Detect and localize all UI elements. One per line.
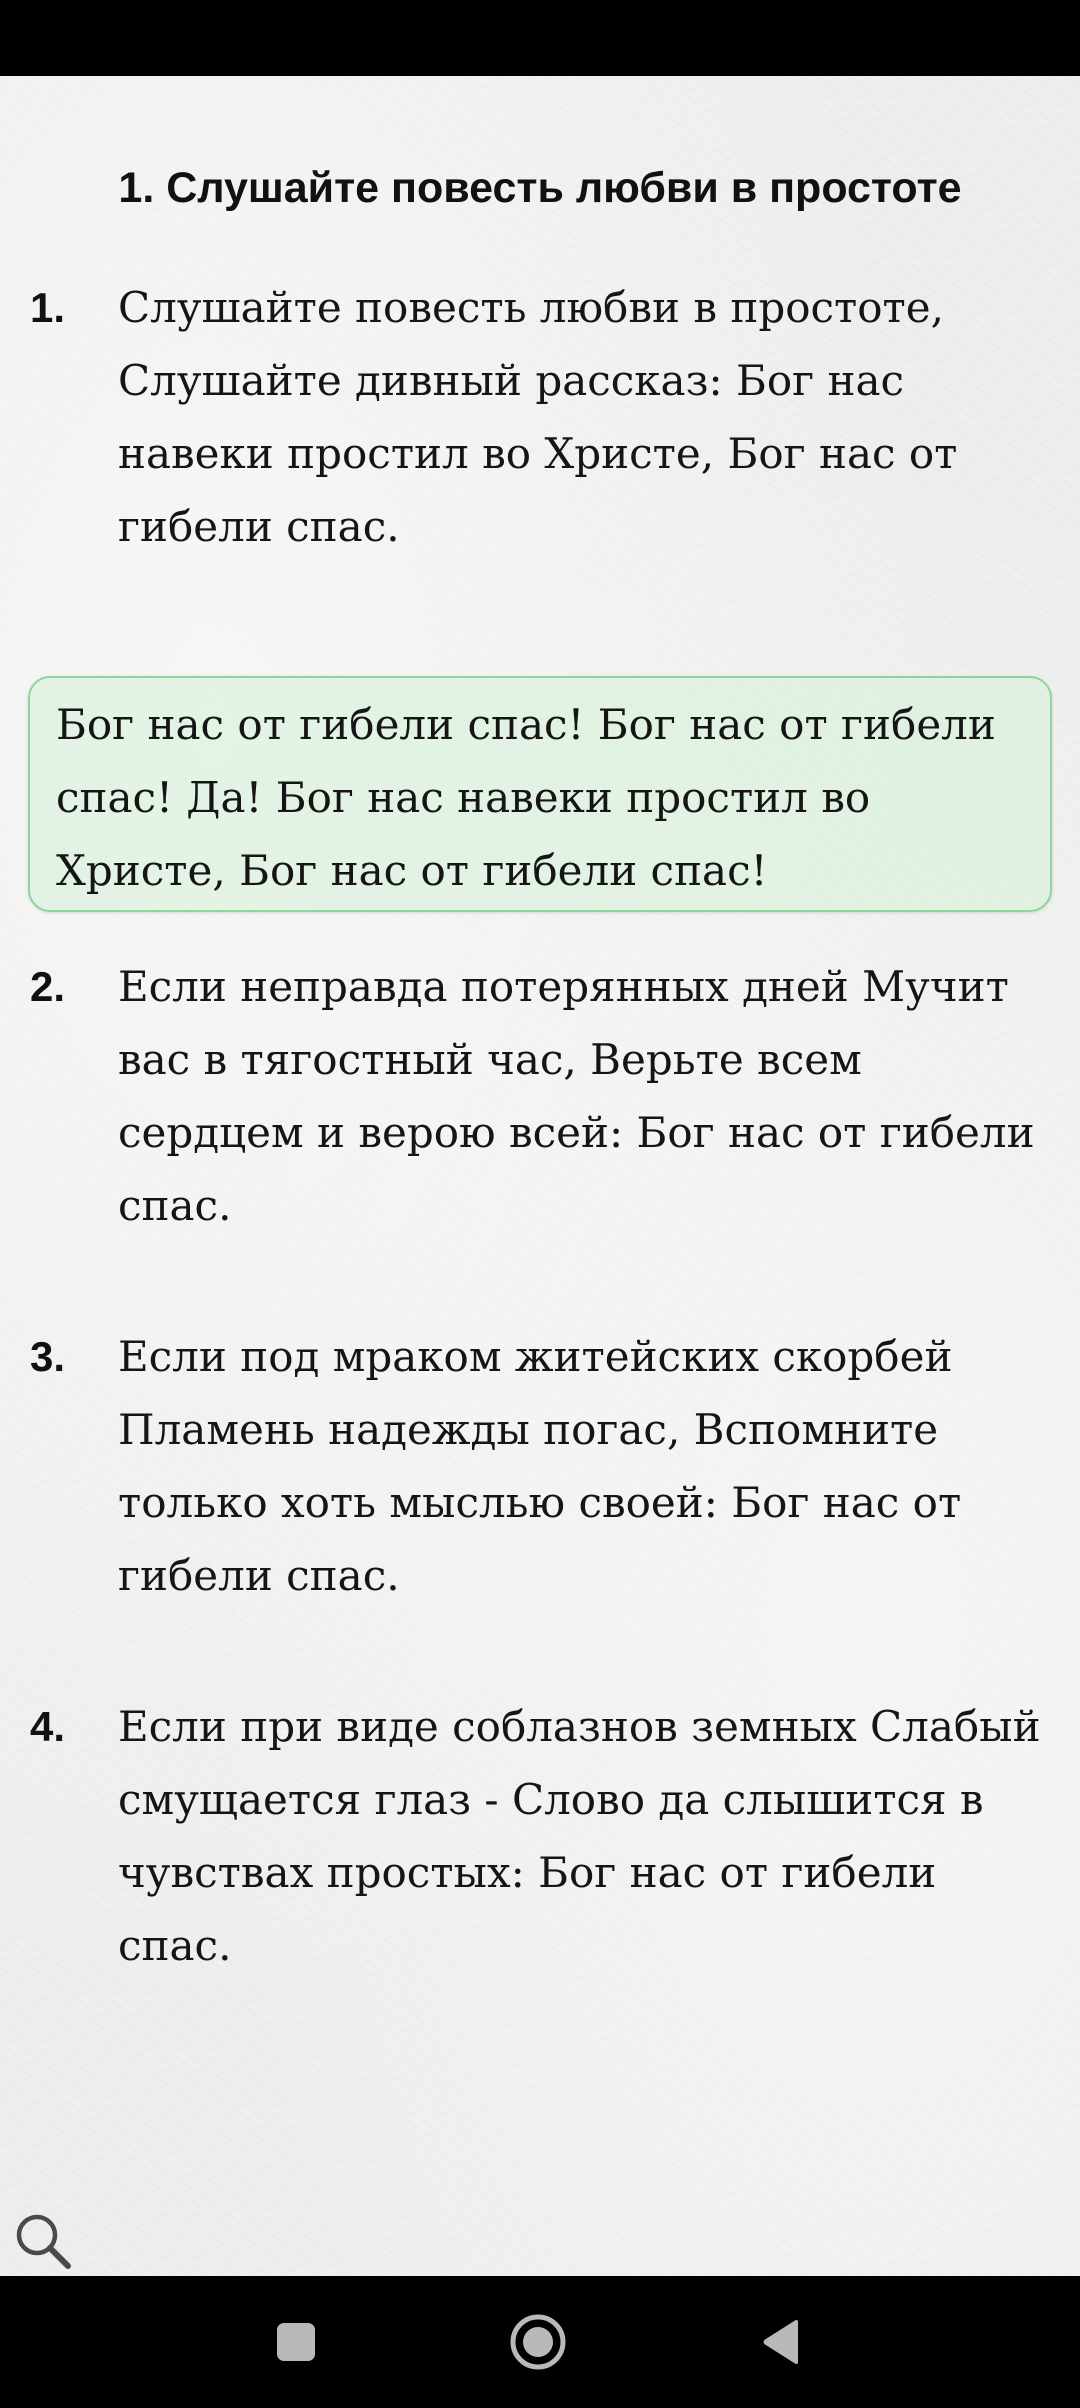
search-icon <box>10 2208 74 2272</box>
song-title: 1. Слушайте повесть любви в простоте <box>118 164 962 212</box>
verse-number: 3. <box>30 1333 66 1380</box>
verse-number: 4. <box>30 1703 66 1750</box>
chorus-text: Бог нас от гибели спас! Бог нас от гибели спас! Да! Бог нас навеки простил во Христе, Бог нас от гибели спас! <box>56 700 996 895</box>
verse-number: 1. <box>30 284 66 331</box>
status-bar <box>0 0 1080 76</box>
verse-text: Если неправда потерянных дней Мучит вас в тягостный час, Верьте всем сердцем и верою всей: Бог нас от гибели спас. <box>118 962 1035 1230</box>
verse-text: Если под мраком житейских скорбей Пламень надежды погас, Вспомните только хоть мыслью своей: Бог нас от гибели спас. <box>118 1332 962 1600</box>
square-recents-icon <box>275 2321 317 2363</box>
verse-text: Если при виде соблазнов земных Слабый смущается глаз - Слово да слышится в чувствах простых: Бог нас от гибели спас. <box>118 1702 1041 1970</box>
chorus-box <box>28 676 1052 912</box>
verse-number: 2. <box>30 963 66 1010</box>
home-button[interactable] <box>502 2306 574 2378</box>
navigation-bar <box>0 2276 1080 2408</box>
verse-text: Слушайте повесть любви в простоте, Слушайте дивный рассказ: Бог нас навеки простил во Христе, Бог нас от гибели спас. <box>118 283 958 551</box>
back-button[interactable] <box>745 2306 817 2378</box>
lyrics-page <box>0 76 1080 2276</box>
search-button[interactable] <box>10 2208 74 2272</box>
recents-button[interactable] <box>260 2306 332 2378</box>
circle-home-icon <box>509 2313 567 2371</box>
triangle-back-icon <box>760 2319 802 2365</box>
